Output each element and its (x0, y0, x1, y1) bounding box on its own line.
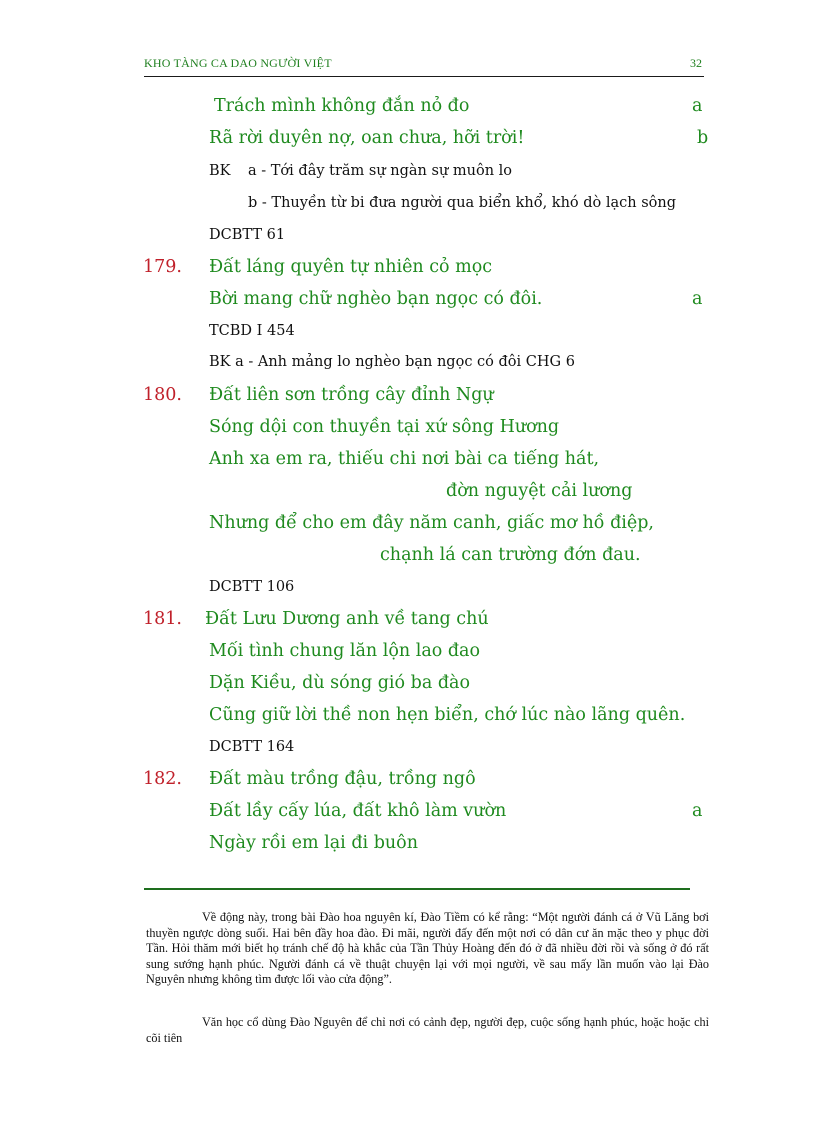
verse-line: Sóng dội con thuyền tại xứ sông Hương (209, 417, 560, 437)
verse-line: đờn nguyệt cải lương (446, 481, 633, 501)
source-ref: DCBTT 61 (209, 227, 286, 243)
verse-line: Rã rời duyên nợ, oan chưa, hỡi trời! (209, 128, 525, 148)
variant-note: a - Tới đây trăm sự ngàn sự muôn lo (248, 163, 513, 179)
verse-line: Ngày rồi em lại đi buôn (209, 833, 418, 853)
footnote-paragraph: Về động này, trong bài Đào hoa nguyên kí, Đào Tiềm có kể rằng: “Một người đánh cá ở Vũ Lăng bơi thuyền ngược dòng suối. Hai bên đầy hoa đào. Đi mãi, người đấy đến một nơi có dân cư ăn mặc theo y phục đời Tần. Hỏi thăm mới biết họ tránh chế độ hà khắc của Tần Thủy Hoàng đến đó ở đã nhiều đời rồi và sống ở đó rất sung sướng hạnh phúc. Người đánh cá về thuật chuyện lại với mọi người, về sau mấy lần muốn vào lại Đào Nguyên nhưng không tìm được lối vào cửa động”. (146, 910, 709, 987)
verse-line: Đất láng quyên tự nhiên cỏ mọc (209, 257, 493, 277)
verse-line: Đất liên sơn trồng cây đỉnh Ngự (209, 385, 494, 405)
variant-mark: a (692, 96, 703, 116)
book-title: KHO TÀNG CA DAO NGƯỜI VIỆT (144, 56, 332, 70)
verse-line: Mối tình chung lăn lộn lao đao (209, 641, 481, 661)
footnote-paragraph: Văn học cổ dùng Đào Nguyên để chỉ nơi có cảnh đẹp, người đẹp, cuộc sống hạnh phúc, hoặc hoặc chỉ cõi tiên (146, 1015, 709, 1045)
variant-mark: a (692, 289, 703, 309)
source-ref: TCBD I 454 (209, 323, 295, 339)
source-ref: DCBTT 106 (209, 579, 295, 595)
variant-mark: b (697, 128, 709, 148)
verse-line: Trách mình không đắn nỏ đo (214, 96, 470, 116)
entry-number: 181. (143, 609, 182, 629)
variant-mark: a (692, 801, 703, 821)
entry-number: 179. (143, 257, 182, 277)
variant-label: BK (209, 163, 231, 179)
verse-line: Cũng giữ lời thề non hẹn biển, chớ lúc nào lãng quên. (209, 705, 686, 725)
verse-line: chạnh lá can trường đớn đau. (380, 545, 641, 565)
verse-line: Bời mang chữ nghèo bạn ngọc có đôi. (209, 289, 543, 309)
verse-line: Nhưng để cho em đây năm canh, giấc mơ hồ điệp, (209, 513, 654, 533)
footnote-divider (144, 888, 690, 890)
entry-number: 182. (143, 769, 182, 789)
running-header (144, 54, 704, 77)
verse-line: Anh xa em ra, thiếu chi nơi bài ca tiếng hát, (209, 449, 600, 469)
variant-note: BK a - Anh mảng lo nghèo bạn ngọc có đôi CHG 6 (209, 354, 575, 370)
verse-line: Đất màu trồng đậu, trồng ngô (209, 769, 476, 789)
verse-line: Đất Lưu Dương anh về tang chú (205, 609, 489, 629)
variant-note: b - Thuyền từ bi đưa người qua biển khổ, khó dò lạch sông (248, 195, 677, 211)
verse-line: Đất lầy cấy lúa, đất khô làm vườn (209, 801, 507, 821)
entry-number: 180. (143, 385, 182, 405)
source-ref: DCBTT 164 (209, 739, 295, 755)
verse-line: Dặn Kiều, dù sóng gió ba đào (209, 673, 470, 693)
page-number: 32 (690, 56, 702, 70)
